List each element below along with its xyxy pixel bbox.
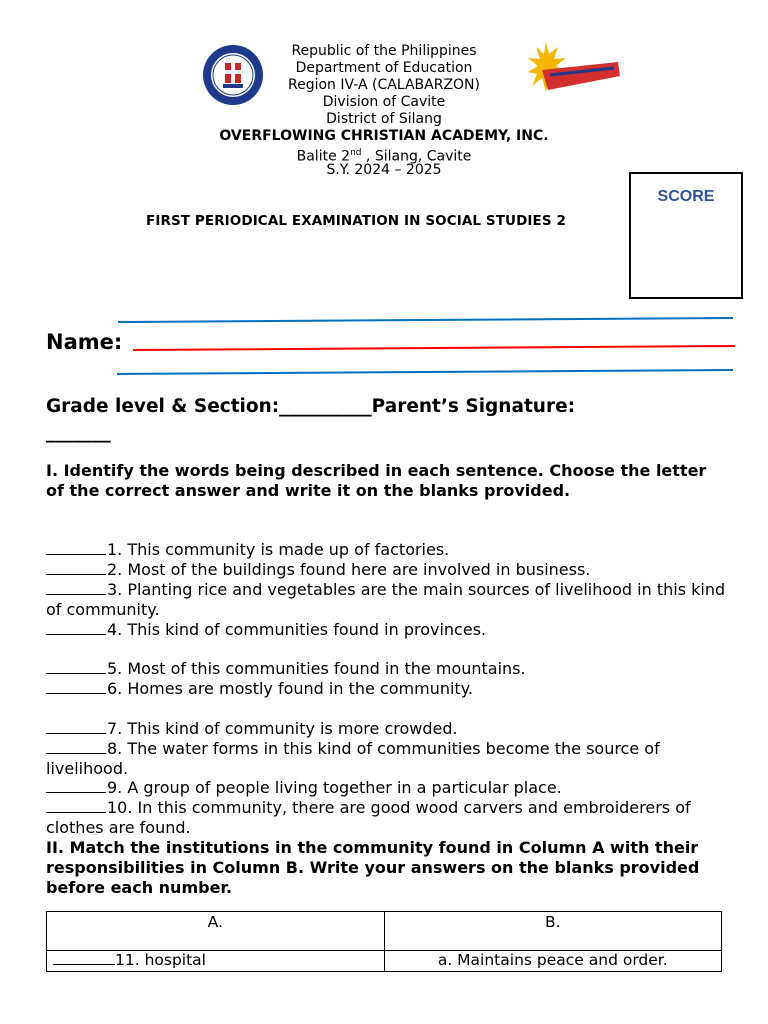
header-line: Division of Cavite xyxy=(322,94,446,110)
section-2-instruction: II. Match the institutions in the community found in Column A with their responsibilities in Column B. Write your answers on the blanks provided before each number. xyxy=(46,838,700,897)
exam-title: FIRST PERIODICAL EXAMINATION IN SOCIAL STUDIES 2 xyxy=(146,213,566,229)
answer-blank[interactable] xyxy=(53,951,115,965)
question-item: 2. Most of the buildings found here are involved in business. xyxy=(46,560,726,580)
table-header-row xyxy=(47,912,722,951)
score-box xyxy=(629,172,743,299)
question-item: 7. This kind of community is more crowded. xyxy=(46,719,726,739)
school-name: OVERFLOWING CHRISTIAN ACADEMY, INC. xyxy=(219,128,549,144)
column-a-cell: 11. hospital xyxy=(47,951,385,972)
question-item: 6. Homes are mostly found in the community. xyxy=(46,679,726,699)
signature-blank: _______ xyxy=(46,422,111,443)
column-b-header: B. xyxy=(384,912,722,951)
answer-blank[interactable] xyxy=(46,581,106,595)
answer-blank[interactable] xyxy=(46,621,106,635)
section-1-instruction: I. Identify the words being described in each sentence. Choose the letter of the correct answer and write it on the blanks provided. xyxy=(46,461,707,500)
score-label: SCORE xyxy=(657,188,715,205)
header-line: Department of Education xyxy=(295,60,473,76)
matching-table xyxy=(46,911,722,972)
question-item: 9. A group of people living together in a particular place. xyxy=(46,778,726,798)
answer-blank[interactable] xyxy=(46,561,106,575)
school-address: Balite 2nd , Silang, Cavite xyxy=(296,148,472,165)
question-item: 3. Planting rice and vegetables are the main sources of livelihood in this kind of community. xyxy=(46,580,726,619)
answer-blank[interactable] xyxy=(46,660,106,674)
name-label: Name: xyxy=(46,330,123,354)
question-item: 8. The water forms in this kind of communities become the source of livelihood. xyxy=(46,739,660,778)
answer-blank[interactable] xyxy=(46,740,106,754)
grade-section-label: Grade level & Section:__________Parent’s Signature: xyxy=(46,396,576,417)
answer-blank[interactable] xyxy=(46,779,106,793)
answer-blank[interactable] xyxy=(46,799,106,813)
answer-blank[interactable] xyxy=(46,720,106,734)
table-row xyxy=(47,951,722,972)
answer-blank[interactable] xyxy=(46,541,106,555)
column-b-cell: a. Maintains peace and order. xyxy=(384,951,722,972)
column-a-header: A. xyxy=(47,912,385,951)
deped-logo xyxy=(528,42,624,108)
header-line: District of Silang xyxy=(326,111,442,127)
answer-blank[interactable] xyxy=(46,680,106,694)
header-line: Republic of the Philippines xyxy=(291,43,477,59)
question-item: 4. This kind of communities found in provinces. xyxy=(46,620,726,640)
header-line: Region IV-A (CALABARZON) xyxy=(287,77,480,93)
question-item: 5. Most of this communities found in the mountains. xyxy=(46,659,726,679)
school-year: S.Y. 2024 – 2025 xyxy=(326,162,442,178)
question-item: 10. In this community, there are good wood carvers and embroiderers of clothes are found. xyxy=(46,798,691,837)
question-item: 1. This community is made up of factories. xyxy=(46,540,726,560)
